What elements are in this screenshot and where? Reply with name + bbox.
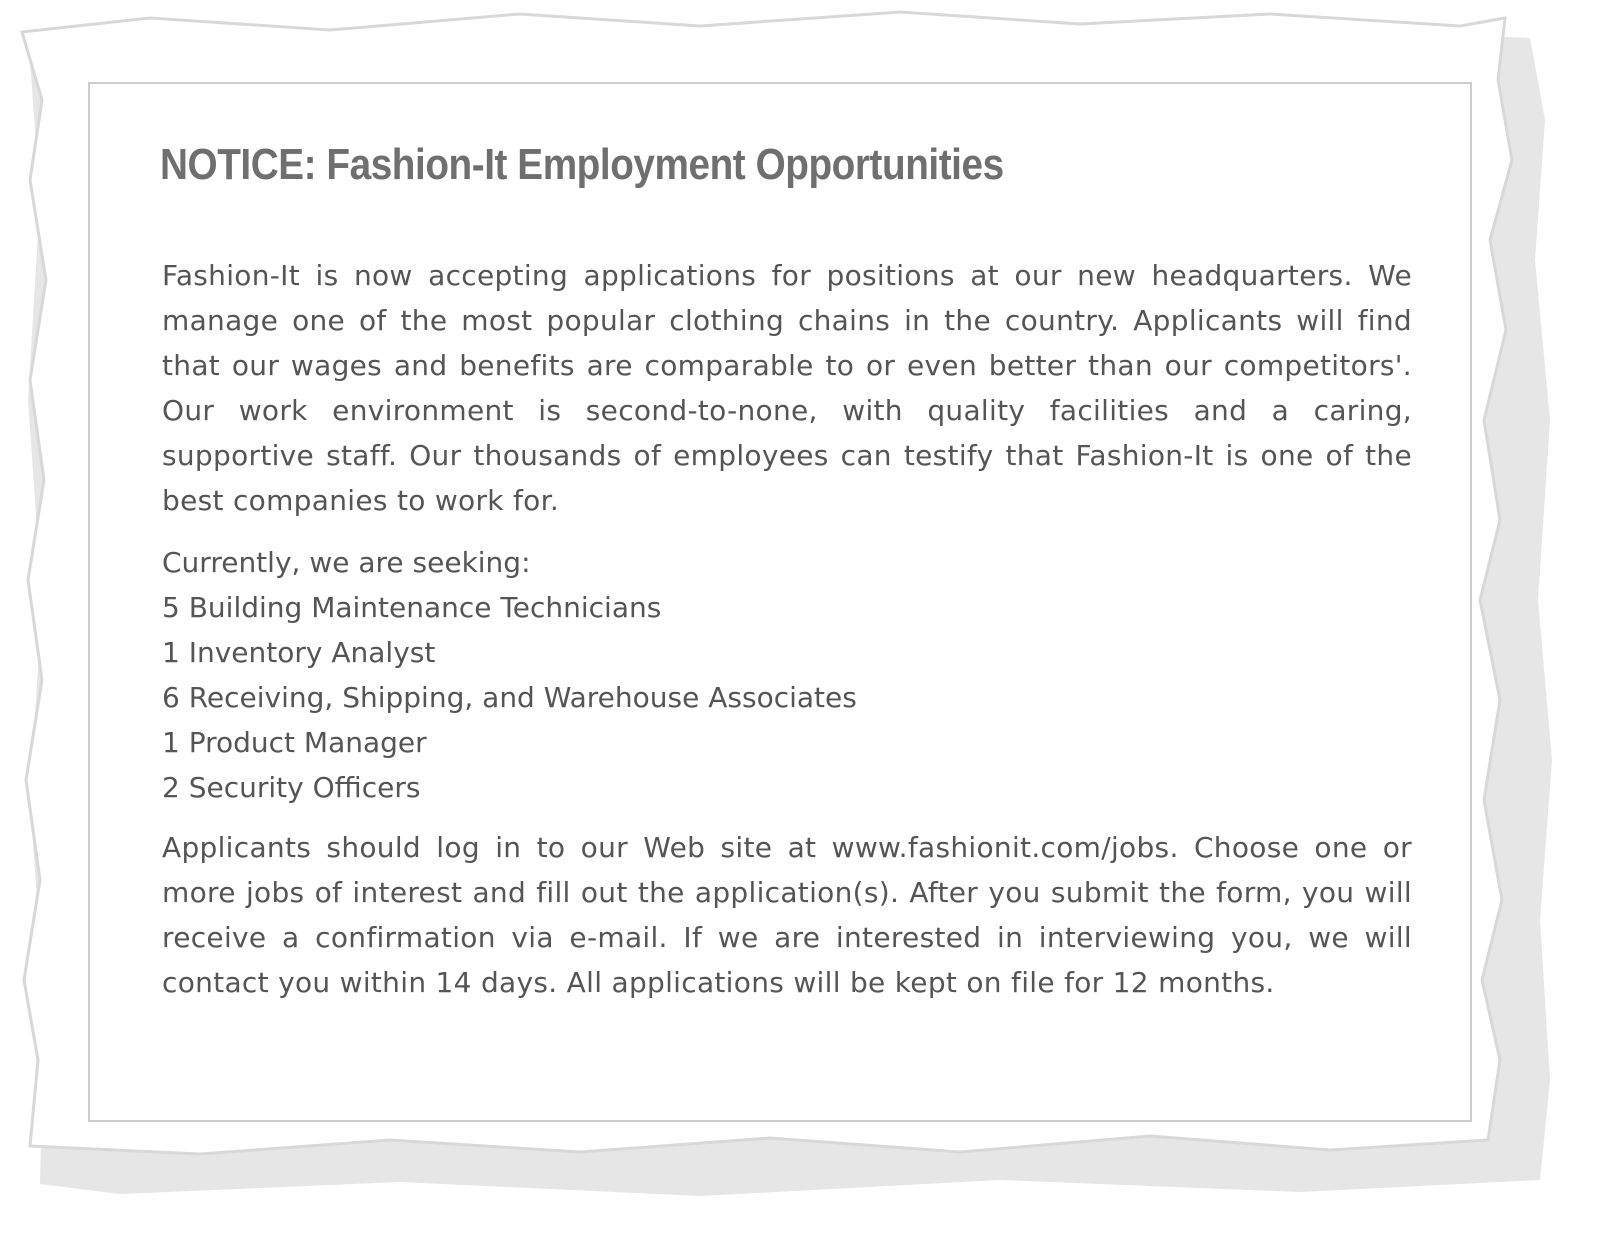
position-item: 1 Product Manager bbox=[162, 726, 427, 759]
seeking-heading: Currently, we are seeking: bbox=[162, 546, 531, 579]
position-item: 1 Inventory Analyst bbox=[162, 636, 436, 669]
positions-list bbox=[162, 585, 1062, 810]
intro-paragraph: Fashion-It is now accepting applications for positions at our new headquarters. We manage one of the most popular clothing chains in the country. Applicants will find that our wages and benefits are comparable to or even better than our competitors'. Our work environment is second-to-none, with quality facilities and a caring, supportive staff. Our thousands of employees can testify that Fashion-It is one of the best companies to work for. bbox=[162, 259, 1412, 517]
apply-paragraph: Applicants should log in to our Web site at www.fashionit.com/jobs. Choose one or more jobs of interest and fill out the application(s). After you submit the form, you will receive a confirmation via e-mail. If we are interested in interviewing you, we will contact you within 14 days. All applications will be kept on file for 12 months. bbox=[162, 831, 1412, 999]
positions-section bbox=[162, 540, 1062, 810]
notice-title: NOTICE: Fashion-It Employment Opportunities bbox=[160, 140, 1004, 189]
position-item: 6 Receiving, Shipping, and Warehouse Associates bbox=[162, 681, 857, 714]
position-item: 2 Security Officers bbox=[162, 771, 421, 804]
position-item: 5 Building Maintenance Technicians bbox=[162, 591, 662, 624]
